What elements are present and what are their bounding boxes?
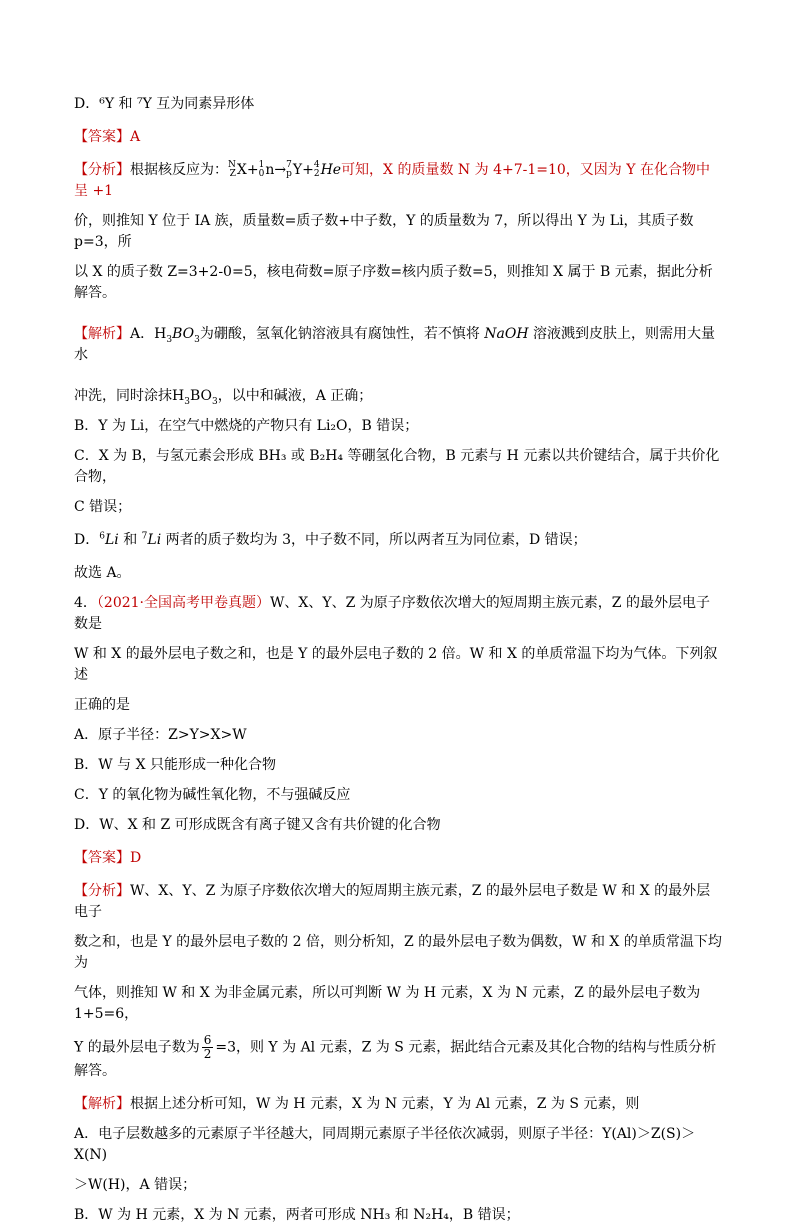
explanation-b: B．Y 为 Li，在空气中燃烧的产物只有 Li₂O，B 错误； bbox=[74, 418, 419, 434]
explanation2-b: B．W 为 H 元素，X 为 N 元素，两者可形成 NH₃ 和 N₂H₄，B 错误； bbox=[74, 1207, 520, 1223]
answer-line-2: 【答案】D bbox=[74, 850, 142, 866]
question-4-line-1: 4．（2021·全国高考甲卷真题）W、X、Y、Z 为原子序数依次增大的短周期主族元素，Z 的最外层电子数是 bbox=[74, 595, 710, 632]
explanation-d: D．$^6$Li 和 $^7$Li 两者的质子数均为 3，中子数不同，所以两者互为同位素，D 错误； bbox=[74, 531, 587, 548]
analysis2-line-2: 数之和，也是 Y 的最外层电子数的 2 倍，则分析知，Z 的最外层电子数为偶数，W 和 X 的单质常温下均为 bbox=[74, 934, 722, 971]
analysis2-line-4: Y 的最外层电子数为 $\frac{6}{2}$ =3，则 Y 为 Al 元素，Z 为 S 元素，据此结合元素及其化合物的结构与性质分析解答。 bbox=[74, 1033, 717, 1079]
question-4-line-2: W 和 X 的最外层电子数之和，也是 Y 的最外层电子数的 2 倍。W 和 X 的单质常温下均为气体。下列叙述 bbox=[74, 646, 718, 683]
question-4-line-3: 正确的是 bbox=[74, 697, 130, 713]
analysis-tag: 【分析】 bbox=[74, 162, 130, 178]
question-source: （2021·全国高考甲卷真题） bbox=[96, 595, 271, 611]
explanation2-a-line-2: ＞W(H)，A 错误； bbox=[74, 1177, 197, 1193]
explanation-a-line-2: 冲洗，同时涂抹$H_3BO_3$，以中和碱液，A 正确； bbox=[74, 388, 373, 407]
answer-line bbox=[74, 127, 722, 148]
analysis2-line-3: 气体，则推知 W 和 X 为非金属元素，所以可判断 W 为 H 元素，X 为 N 元素，Z 的最外层电子数为 1+5=6， bbox=[74, 985, 701, 1022]
explanation-a-line-1: 【解析】A．$H_3BO_3$为硼酸，氢氧化钠溶液具有腐蚀性，若不慎将 NaOH 溶液溅到皮肤上，则需用大量水 bbox=[74, 326, 716, 363]
analysis-line-2: 价，则推知 Y 位于 IA 族，质量数=质子数+中子数，Y 的质量数为 7，所以得出 Y 为 Li，其质子数 p=3，所 bbox=[74, 213, 694, 250]
explanation2-a-line-1: A．电子层数越多的元素原子半径越大，同周期元素原子半径依次减弱，则原子半径：Y(Al)＞Z(S)＞X(N) bbox=[74, 1126, 696, 1163]
option-d-line: D．⁶Y 和 ⁷Y 互为同素异形体 bbox=[74, 96, 255, 112]
question-4-option-b: B．W 与 X 只能形成一种化合物 bbox=[74, 757, 276, 773]
answer-value: A bbox=[130, 129, 141, 145]
fraction-six-over-two: $\frac{6}{2}$ bbox=[203, 1033, 212, 1061]
question-4-option-c: C．Y 的氧化物为碱性氧化物，不与强碱反应 bbox=[74, 787, 351, 803]
explanation2-intro: 【解析】根据上述分析可知，W 为 H 元素，X 为 N 元素，Y 为 Al 元素，Z 为 S 元素，则 bbox=[74, 1096, 640, 1112]
question-4-option-a: A．原子半径：Z>Y>X>W bbox=[74, 727, 247, 743]
analysis-line-3: 以 X 的质子数 Z=3+2-0=5，核电荷数=原子序数=核内质子数=5，则推知 X 属于 B 元素，据此分析解答。 bbox=[74, 264, 713, 301]
nuclide-n-scripts: 1 0 bbox=[258, 160, 265, 179]
document-body bbox=[74, 94, 722, 1226]
explanation-tag: 【解析】 bbox=[74, 326, 130, 342]
answer-tag: 【答案】 bbox=[74, 129, 130, 145]
nuclide-y-scripts: 7 p bbox=[286, 160, 292, 179]
nuclide-he-scripts: 4 2 bbox=[313, 160, 320, 179]
analysis-paragraph: 【分析】根据核反应为： N Z X+ 1 0 n→ 7 p Y+ 4 2 He可知，X 的质量数 N 为 4+7-1=10，又因为 Y 在化合物中呈 +1 bbox=[74, 160, 710, 199]
explanation-c-line-2: C 错误； bbox=[74, 499, 132, 515]
explanation-conclusion: 故选 A。 bbox=[74, 565, 131, 581]
explanation-c-line-1: C．X 为 B，与氢元素会形成 BH₃ 或 B₂H₄ 等硼氢化合物，B 元素与 H 元素以共价键结合，属于共价化合物， bbox=[74, 448, 720, 485]
nuclide-x-scripts: N Z bbox=[228, 160, 236, 179]
question-4-option-d: D．W、X 和 Z 可形成既含有离子键又含有共价键的化合物 bbox=[74, 817, 441, 833]
analysis2-line-1: 【分析】W、X、Y、Z 为原子序数依次增大的短周期主族元素，Z 的最外层电子数是 W 和 X 的最外层电子 bbox=[74, 883, 711, 920]
